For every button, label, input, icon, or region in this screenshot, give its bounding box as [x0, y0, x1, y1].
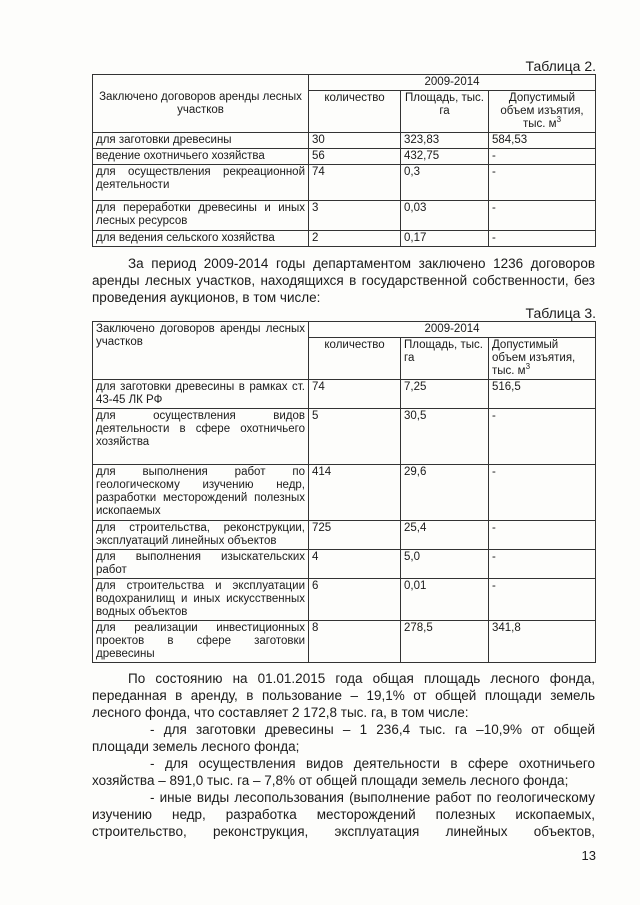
table2-header-area: Площадь, тыс. га: [401, 91, 489, 133]
table-row: для реализации инвестиционных проектов в сфере заготовки древесины 8 278,5 341,8: [93, 621, 596, 663]
table-row: для переработки древесины и иных лесных ресурсов 3 0,03 -: [93, 201, 596, 231]
table-row: для строительства и эксплуатации водохранилищ и иных искусственных водных объектов 6 0,01 -: [93, 579, 596, 621]
table-row: для заготовки древесины 30 323,83 584,53: [93, 133, 596, 149]
table-row: для строительства, реконструкции, эксплуатаций линейных объектов 725 25,4 -: [93, 521, 596, 550]
table2-header-volume: Допустимый объем изъятия, тыс. $м^3$: [489, 91, 596, 133]
table3: [92, 321, 596, 663]
table2-header-period: 2009-2014: [309, 75, 596, 91]
list-item-2: - для осуществления видов деятельности в сфере охотничьего хозяйства – 891,0 тыс. га – 7,8% от общей площади земель лесного фонда;: [92, 756, 595, 788]
table3-caption: Таблица 3.: [525, 305, 596, 321]
table2-header-left: Заключено договоров аренды лесных участков: [93, 75, 309, 133]
list-item-1: - для заготовки древесины – 1 236,4 тыс. га –10,9% от общей площади земель лесного фонда;: [92, 722, 595, 754]
table3-header-area: Площадь, тыс. га: [401, 338, 489, 380]
table-row: для осуществления видов деятельности в сфере охотничьего хозяйства 5 30,5 -: [93, 409, 596, 465]
table3-header-left: Заключено договоров аренды лесных участков: [93, 322, 309, 380]
table-row: для ведения сельского хозяйства 2 0,17 -: [93, 231, 596, 247]
table-row: для заготовки древесины в рамках ст. 43-45 ЛК РФ 74 7,25 516,5: [93, 380, 596, 409]
table3-header-quantity: количество: [309, 338, 401, 380]
table3-header-period: 2009-2014: [309, 322, 596, 338]
table-row: для осуществления рекреационной деятельности 74 0,3 -: [93, 165, 596, 201]
table-row: для выполнения изыскательских работ 4 5,0 -: [93, 550, 596, 579]
table2: [92, 74, 596, 247]
page-number: 13: [581, 848, 596, 863]
table-row: для выполнения работ по геологическому изучению недр, разработки месторождений полезных ископаемых 414 29,6 -: [93, 465, 596, 521]
table2-caption: Таблица 2.: [525, 58, 596, 74]
list-item-3: - иные виды лесопользования (выполнение работ по геологическому изучению недр, разработка месторождений полезных ископаемых, строительство, реконструкция, эксплуатация линейных объектов,: [92, 790, 595, 839]
table2-header-quantity: количество: [309, 91, 401, 133]
table-row: ведение охотничьего хозяйства 56 432,75 -: [93, 149, 596, 165]
table3-header-volume: Допустимый объем изъятия, тыс. $м^3$: [489, 338, 596, 380]
paragraph-1: За период 2009-2014 годы департаментом заключено 1236 договоров аренды лесных участков, находящихся в государственной собственности, без проведения аукционов, в том числе:: [92, 256, 595, 305]
paragraph-2: По состоянию на 01.01.2015 года общая площадь лесного фонда, переданная в аренду, в пользование – 19,1% от общей площади земель лесного фонда, что составляет 2 172,8 тыс. га, в том числе:: [92, 671, 595, 720]
